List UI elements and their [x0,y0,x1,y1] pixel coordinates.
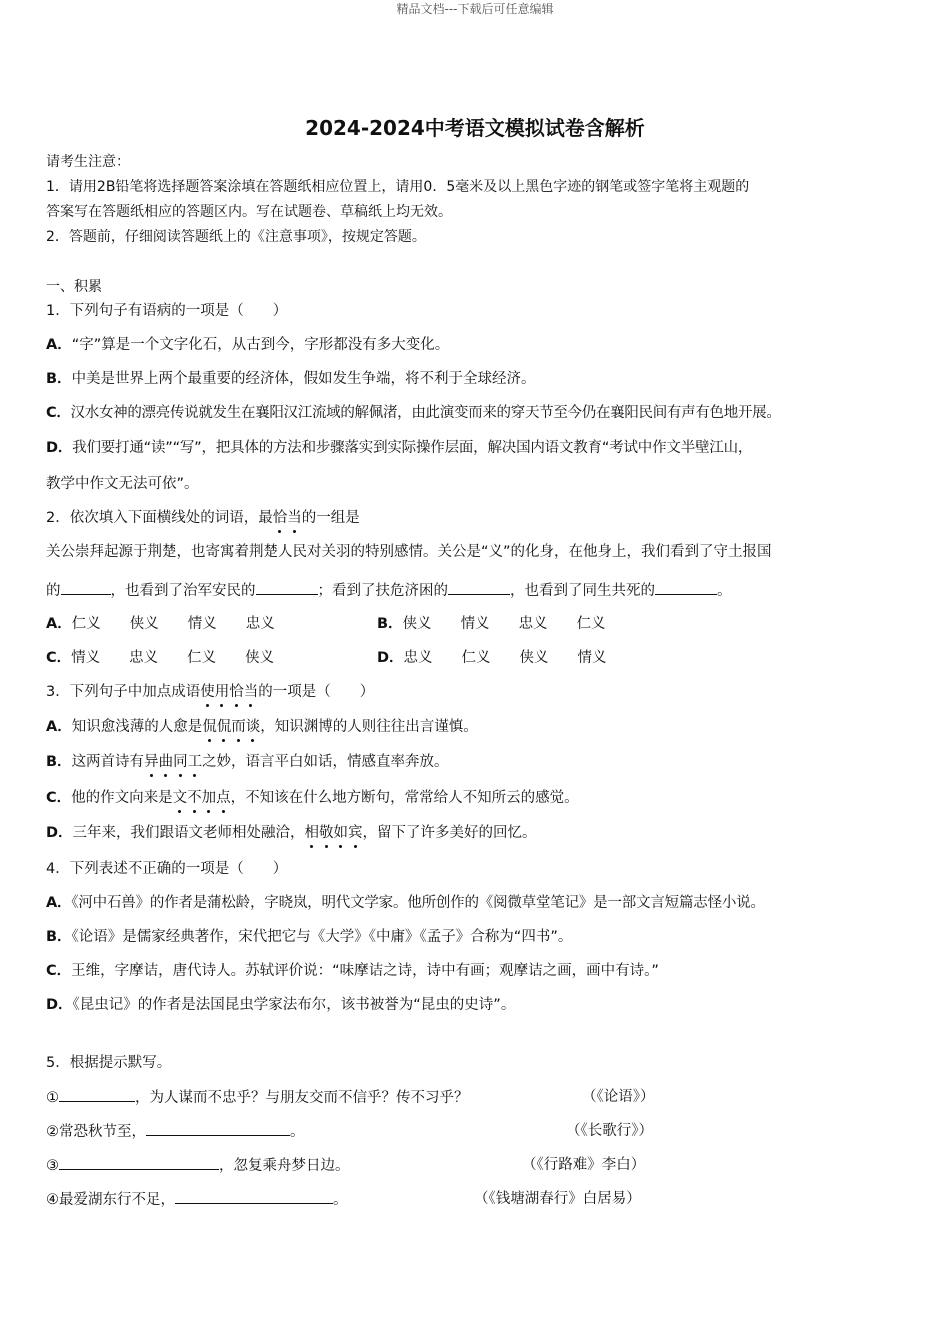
emphasis-dot-char: 加 [201,790,217,806]
question-3-option-c: C．他的作文向来是文不加点，不知该在什么地方断句，常常给人不知所云的感觉。 [46,790,579,806]
emphasis-dot-char: 敬 [319,825,334,841]
option-text: 中美是世界上两个最重要的经济体，假如发生争端，将不利于全球经济。 [71,371,536,387]
question-4-option-a: A．《河中石兽》的作者是蒲松龄，字晓岚，明代文学家。他所创作的《阅微草堂笔记》是一部文言短篇志怪小说。 [46,895,765,911]
emphasis-dot-char: 不 [187,790,202,806]
question-2-stem: 2．依次填入下面横线处的词语，最恰当的一组是 [46,510,360,526]
fill-blank[interactable] [448,580,510,595]
question-3-stem: 3．下列句子中加点成语使用恰当的一项是（ ） [46,684,375,700]
fill-blank[interactable] [59,1155,219,1170]
page-title: 2024-2024中考语文模拟试卷含解析 [305,116,645,140]
option-text: 我们要打通“读”“写”，把具体的方法和步骤落实到实际操作层面，解决国内语文教育“考试中作文半壁江山， [72,440,753,456]
emphasis-dot-char: 工 [187,754,203,770]
dictation-source-3: （《行路难》李白） [522,1157,646,1173]
notice-item-2: 2．答题前，仔细阅读答题纸上的《注意事项》，按规定答题。 [46,229,426,245]
question-4-option-c: C．王维，字摩诘，唐代诗人。苏轼评价说：“味摩诘之诗，诗中有画；观摩诘之画，画中有诗。” [46,963,659,979]
dictation-source-2: （《长歌行》） [566,1123,653,1139]
option-text: “字”算是一个文字化石，从古到今，字形都没有多大变化。 [71,337,450,353]
dictation-source-4: （《钱塘湖春行》白居易） [474,1191,641,1207]
header-note: 精品文档---下载后可任意编辑 [396,2,554,16]
emphasis-dot-char: 侃 [202,719,217,735]
section-heading: 一、积累 [46,279,102,295]
fill-blank[interactable] [655,580,717,595]
emphasis-dot-char: 文 [172,790,188,806]
dictation-item-1: ① ，为人谋而不忠乎？与朋友交而不信乎？传不习乎？ [46,1087,469,1108]
fill-blank[interactable] [256,580,318,595]
question-2-option-b: B．侠义 情义 忠义 仁义 [377,616,606,632]
emphasis-dot-char: 异 [144,754,159,770]
question-3-option-b: B．这两首诗有异曲同工之妙，语言平白如话，情感直率奔放。 [46,754,449,770]
question-2-passage-line-2: 的 ，也看到了治军安民的 ；看到了扶危济困的 ，也看到了同生共死的 。 [46,580,732,601]
question-2-option-d: D．忠义 仁义 侠义 情义 [377,650,607,666]
fill-blank[interactable] [146,1121,290,1136]
emphasis-dot-char: 恰 [272,510,288,526]
option-label: C． [46,405,71,421]
emphasis-dot-char: 恰 [229,684,244,700]
question-4-option-d: D．《昆虫记》的作者是法国昆虫学家法布尔，该书被誉为“昆虫的史诗”。 [46,997,516,1013]
option-label: A． [46,337,72,353]
question-2-passage-line-1: 关公崇拜起源于荆楚，也寄寓着荆楚人民对关羽的特别感情。关公是“义”的化身，在他身上，我们看到了守土报国 [46,544,772,560]
fill-blank[interactable] [59,1087,135,1102]
question-3-option-a: A．知识愈浅薄的人愈是侃侃而谈，知识渊博的人则往往出言谨慎。 [46,719,478,735]
option-text: 汉水女神的漂亮传说就发生在襄阳汉江流域的解佩渚，由此演变而来的穿天节至今仍在襄阳民间有声有色地开展。 [70,405,781,421]
option-label: B． [46,371,72,387]
emphasis-dot-char: 谈 [245,719,261,735]
emphasis-dot-char: 如 [333,825,349,841]
dictation-item-3: ③ ，忽复乘舟梦日边。 [46,1155,350,1176]
emphasis-dot-char: 同 [173,754,188,770]
notice-item-1-line-2: 答案写在答题纸相应的答题区内。写在试题卷、草稿纸上均无效。 [46,204,452,220]
option-label: D． [46,440,73,456]
question-1-option-c [46,403,781,423]
question-4-option-b: B．《论语》是儒家经典著作，宋代把它与《大学》《中庸》《孟子》合称为“四书”。 [46,929,573,945]
emphasis-dot-char: 而 [231,719,246,735]
question-4-stem: 4．下列表述不正确的一项是（ ） [46,861,288,877]
notice-item-1-line-1: 1．请用2B铅笔将选择题答案涂填在答题纸相应位置上，请用0．5毫米及以上黑色字迹的钢笔或签字笔将主观题的 [46,179,750,195]
question-2-option-a: A．仁义 侠义 情义 忠义 [46,616,275,632]
emphasis-dot-char: 相 [304,825,320,841]
emphasis-dot-char: 侃 [216,719,232,735]
notice-heading: 请考生注意： [46,154,130,170]
dictation-item-4: ④最爱湖东行不足， 。 [46,1189,348,1210]
emphasis-dot-char: 使 [200,684,215,700]
emphasis-dot-char: 点 [216,790,231,806]
question-5-stem: 5．根据提示默写。 [46,1055,172,1071]
question-3-option-d: D．三年来，我们跟语文老师相处融洽，相敬如宾，留下了许多美好的回忆。 [46,825,537,841]
emphasis-dot-char: 当 [243,684,259,700]
emphasis-dot-char: 当 [287,510,302,526]
fill-blank[interactable] [175,1189,333,1204]
question-1-option-d-cont: 教学中作文无法可依”。 [46,476,199,492]
emphasis-dot-char: 宾 [348,825,363,841]
fill-blank[interactable] [61,580,111,595]
question-1-option-d [46,438,752,458]
question-2-options-row-2 [46,648,607,668]
question-1-stem: 1．下列句子有语病的一项是（ ） [46,303,288,319]
question-1-option-b [46,369,536,389]
question-1-option-a [46,335,449,355]
question-2-options-row-1 [46,614,606,634]
question-2-option-c: C．情义 忠义 仁义 侠义 [46,650,275,666]
emphasis-dot-char: 用 [214,684,230,700]
dictation-source-1: （《论语》） [582,1089,655,1105]
emphasis-dot-char: 曲 [158,754,174,770]
dictation-item-2: ②常恐秋节至， 。 [46,1121,305,1142]
